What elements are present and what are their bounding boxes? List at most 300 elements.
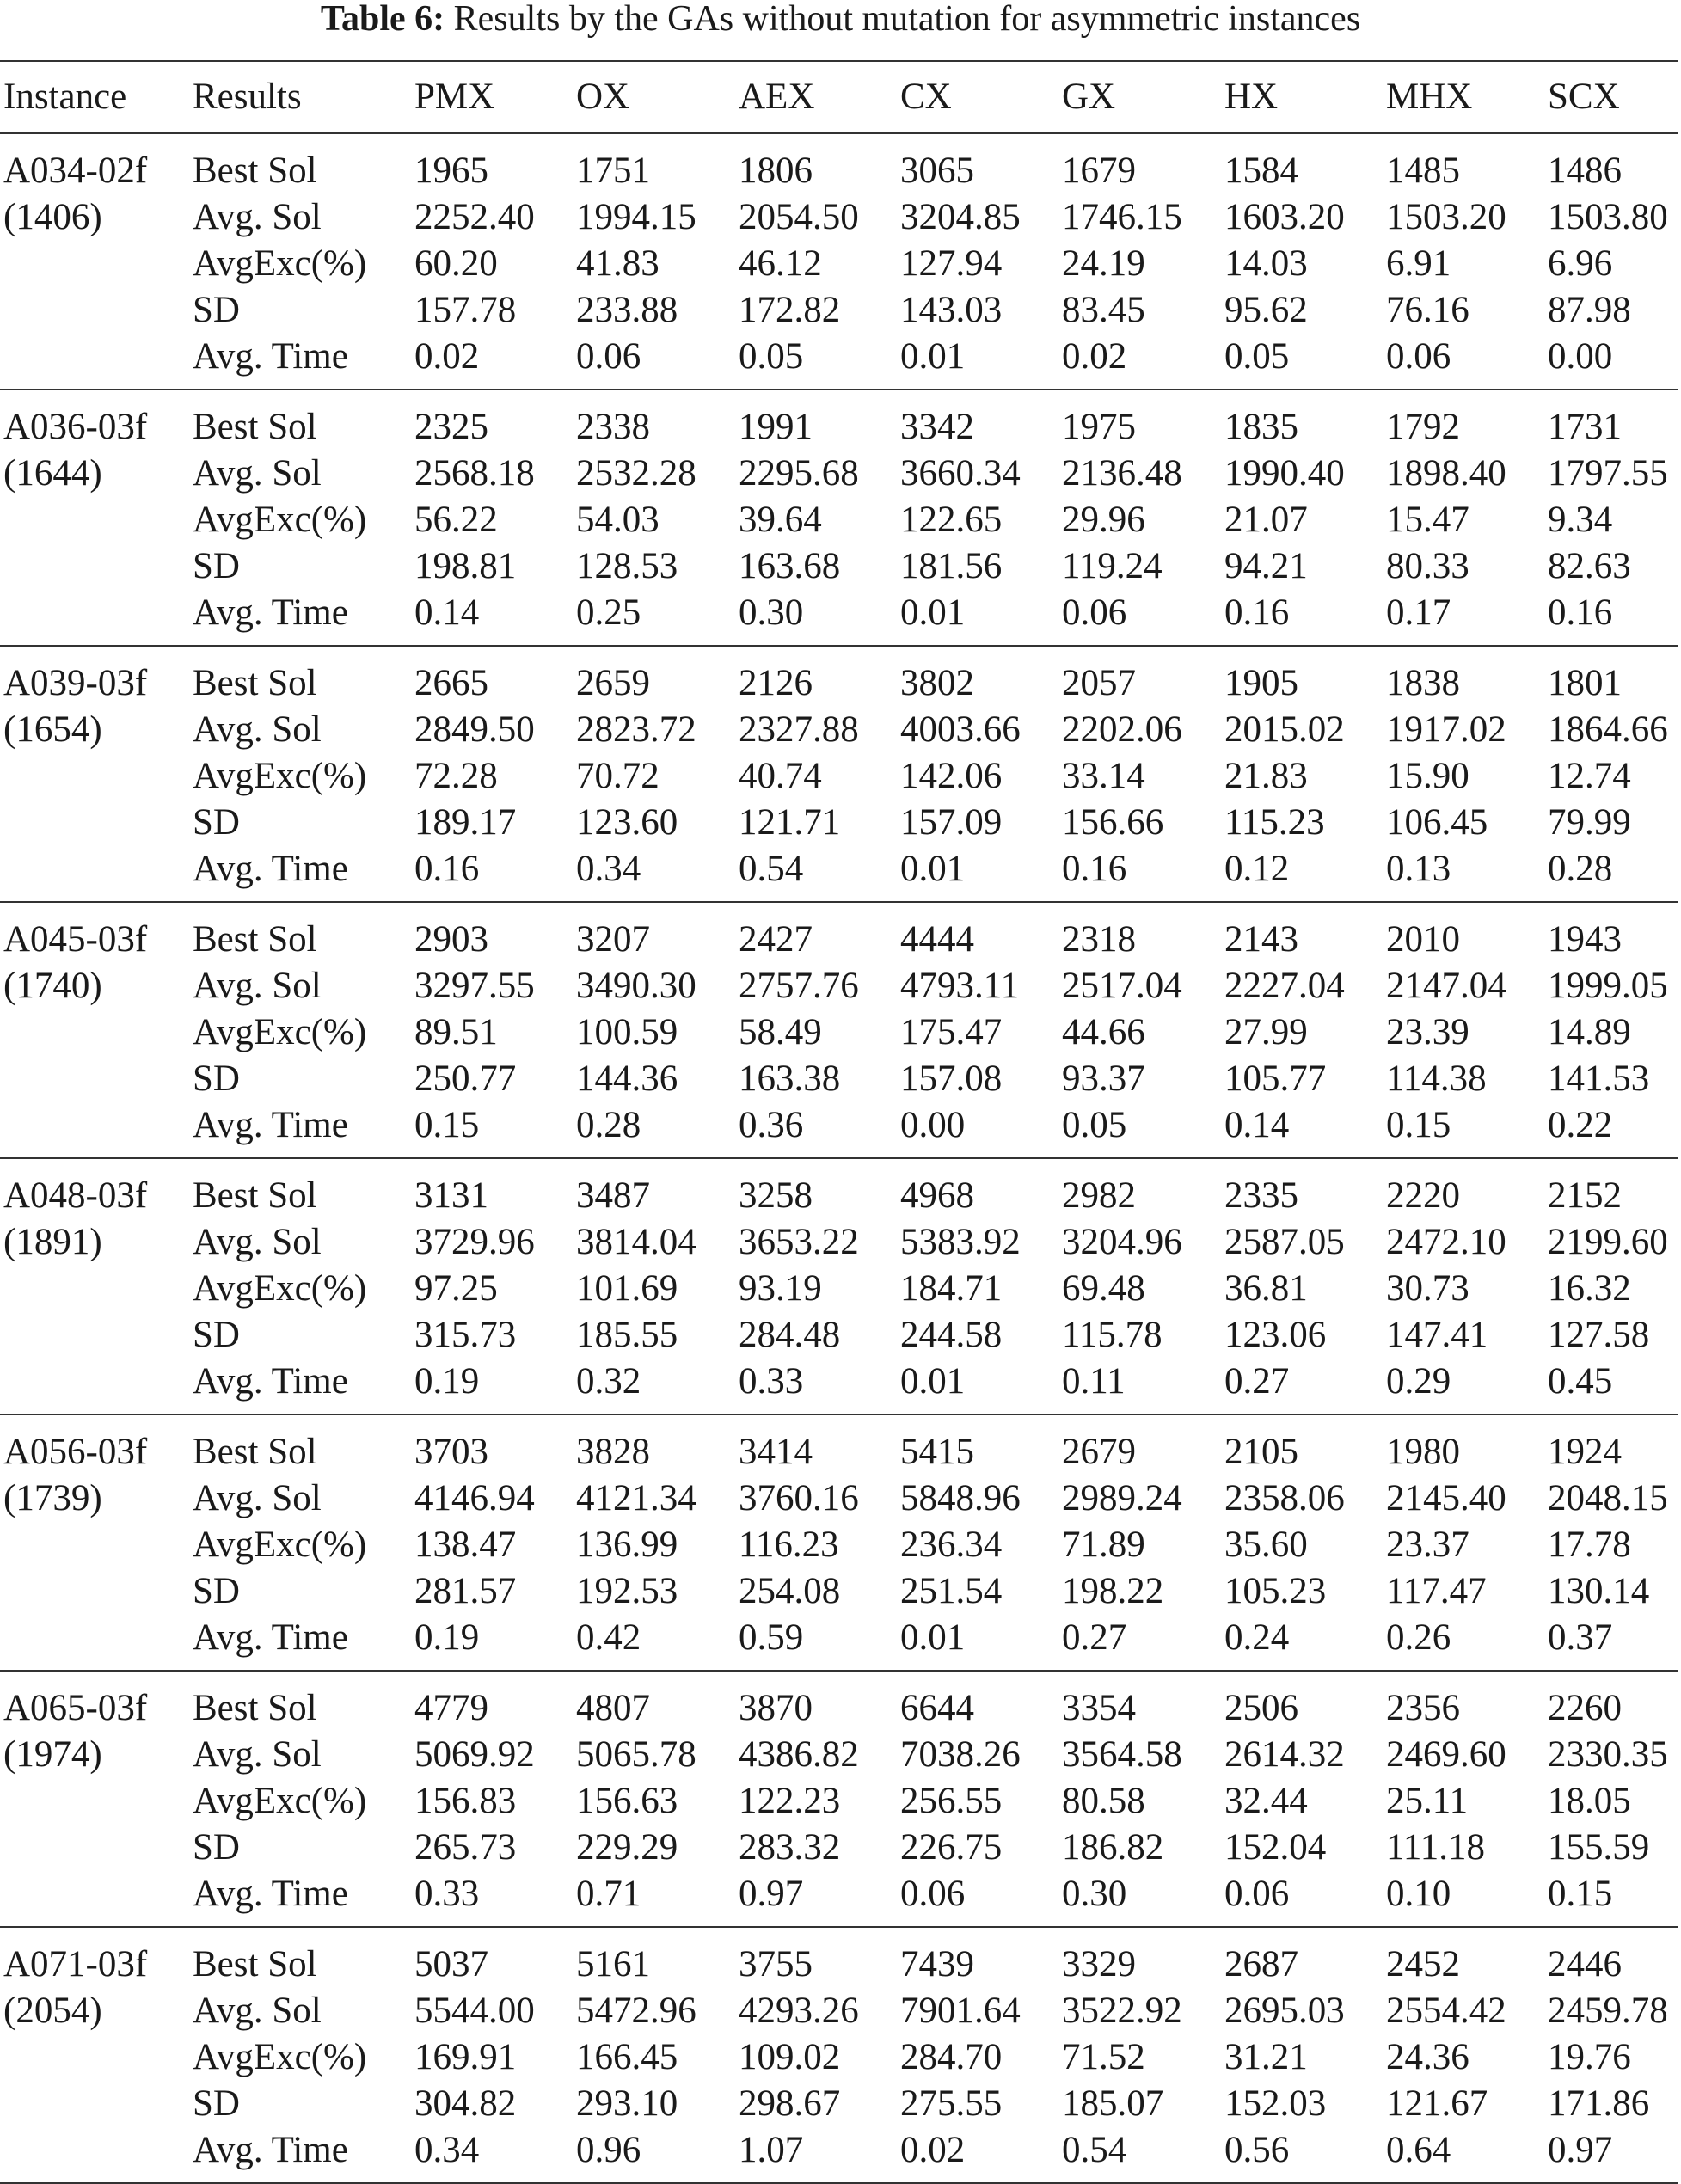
value-cell-ox: 136.99 [576,1525,678,1565]
value-cell-aex: 121.71 [739,802,841,843]
value-cell-mhx: 0.17 [1386,592,1451,633]
value-cell-hx: 36.81 [1224,1268,1308,1309]
value-cell-mhx: 0.06 [1386,336,1451,377]
value-cell-ox: 4121.34 [576,1478,696,1518]
empty-cell [0,800,189,846]
value-cell-scx: 1864.66 [1548,709,1668,750]
result-label: Avg. Sol [193,197,322,237]
instance-optimum: (2054) [3,1991,102,2031]
instance-optimum: (1891) [3,1222,102,1262]
value-cell-hx: 0.56 [1224,2130,1290,2170]
value-cell-mhx: 0.10 [1386,1874,1451,1914]
value-cell-mhx: 114.38 [1386,1058,1487,1099]
value-cell-pmx: 0.19 [414,1617,480,1658]
value-cell-cx: 3802 [900,663,974,703]
value-cell-cx: 3204.85 [900,197,1021,237]
value-cell-scx: 12.74 [1548,756,1631,796]
value-cell-mhx: 15.47 [1386,500,1469,540]
value-cell-mhx: 0.29 [1386,1361,1451,1402]
table-row [0,1475,1678,1522]
value-cell-gx: 3204.96 [1062,1222,1182,1262]
value-cell-aex: 3414 [739,1432,813,1472]
header-results: Results [193,77,302,117]
table-row [0,1056,1678,1102]
value-cell-gx: 0.27 [1062,1617,1127,1658]
value-cell-cx: 4003.66 [900,709,1021,750]
value-cell-ox: 123.60 [576,802,678,843]
value-cell-aex: 2126 [739,663,813,703]
value-cell-hx: 123.06 [1224,1315,1327,1355]
table-row [0,902,1678,963]
value-cell-cx: 0.01 [900,1361,966,1402]
table-row [0,590,1678,646]
header-hx: HX [1224,77,1279,117]
value-cell-hx: 0.27 [1224,1361,1290,1402]
value-cell-gx: 1679 [1062,150,1136,191]
value-cell-ox: 3487 [576,1175,650,1216]
value-cell-hx: 152.03 [1224,2083,1327,2124]
value-cell-ox: 229.29 [576,1827,678,1868]
value-cell-pmx: 3703 [414,1432,488,1472]
value-cell-gx: 71.52 [1062,2037,1145,2077]
empty-cell [0,287,189,334]
value-cell-hx: 32.44 [1224,1781,1308,1821]
value-cell-cx: 4444 [900,919,974,960]
table-row [0,846,1678,902]
value-cell-cx: 236.34 [900,1525,1003,1565]
value-cell-gx: 2318 [1062,919,1136,960]
result-label: Avg. Time [193,1361,348,1402]
value-cell-cx: 0.02 [900,2130,966,2170]
table-row [0,287,1678,334]
empty-cell [0,1825,189,1871]
value-cell-ox: 2823.72 [576,709,696,750]
value-cell-scx: 130.14 [1548,1571,1650,1611]
value-cell-pmx: 281.57 [414,1571,517,1611]
table-row [0,646,1678,707]
value-cell-ox: 100.59 [576,1012,678,1052]
empty-cell [0,1615,189,1671]
value-cell-ox: 0.34 [576,849,641,889]
value-cell-mhx: 76.16 [1386,290,1469,330]
value-cell-ox: 128.53 [576,546,678,586]
header-aex: AEX [739,77,815,117]
value-cell-hx: 0.14 [1224,1105,1290,1145]
value-cell-hx: 2687 [1224,1944,1298,1985]
value-cell-gx: 0.11 [1062,1361,1126,1402]
value-cell-aex: 298.67 [739,2083,841,2124]
value-cell-aex: 3760.16 [739,1478,859,1518]
instance-name: A039-03f [3,663,148,703]
value-cell-aex: 40.74 [739,756,822,796]
header-pmx: PMX [414,77,495,117]
value-cell-aex: 163.68 [739,546,841,586]
value-cell-mhx: 1980 [1386,1432,1460,1472]
value-cell-cx: 244.58 [900,1315,1003,1355]
value-cell-cx: 127.94 [900,243,1003,284]
empty-cell [0,1871,189,1927]
value-cell-ox: 101.69 [576,1268,678,1309]
value-cell-ox: 0.06 [576,336,641,377]
value-cell-mhx: 2145.40 [1386,1478,1506,1518]
result-label: Avg. Time [193,336,348,377]
value-cell-cx: 0.00 [900,1105,966,1145]
value-cell-pmx: 3131 [414,1175,488,1216]
empty-cell [0,1266,189,1312]
value-cell-aex: 3258 [739,1175,813,1216]
result-label: SD [193,1571,240,1611]
value-cell-gx: 115.78 [1062,1315,1163,1355]
value-cell-mhx: 1485 [1386,150,1460,191]
value-cell-mhx: 2469.60 [1386,1734,1506,1775]
value-cell-gx: 2679 [1062,1432,1136,1472]
instance-name: A045-03f [3,919,148,960]
header-instance: Instance [3,77,127,117]
value-cell-ox: 0.25 [576,592,641,633]
value-cell-gx: 0.54 [1062,2130,1127,2170]
value-cell-aex: 172.82 [739,290,841,330]
table-caption [0,0,1681,38]
empty-cell [0,1359,189,1414]
value-cell-scx: 6.96 [1548,243,1613,284]
value-cell-cx: 5383.92 [900,1222,1021,1262]
result-label: Avg. Sol [193,453,322,494]
table-row [0,497,1678,543]
value-cell-hx: 105.77 [1224,1058,1327,1099]
value-cell-pmx: 1965 [414,150,488,191]
value-cell-aex: 3755 [739,1944,813,1985]
value-cell-aex: 3653.22 [739,1222,859,1262]
value-cell-mhx: 2220 [1386,1175,1460,1216]
header-ox: OX [576,77,630,117]
result-label: AvgExc(%) [193,1268,367,1309]
result-label: SD [193,1058,240,1099]
value-cell-cx: 0.01 [900,592,966,633]
value-cell-gx: 3354 [1062,1688,1136,1728]
empty-cell [0,1312,189,1359]
results-table [0,60,1678,2184]
value-cell-pmx: 4146.94 [414,1478,535,1518]
value-cell-aex: 4386.82 [739,1734,859,1775]
value-cell-hx: 0.06 [1224,1874,1290,1914]
result-label: AvgExc(%) [193,756,367,796]
value-cell-gx: 0.30 [1062,1874,1127,1914]
value-cell-mhx: 147.41 [1386,1315,1488,1355]
value-cell-hx: 2587.05 [1224,1222,1345,1262]
header-gx: GX [1062,77,1116,117]
value-cell-hx: 21.07 [1224,500,1308,540]
value-cell-aex: 2757.76 [739,966,859,1006]
value-cell-aex: 4293.26 [739,1991,859,2031]
header-scx: SCX [1548,77,1620,117]
instance-group [0,902,1678,1158]
value-cell-mhx: 1917.02 [1386,709,1506,750]
value-cell-pmx: 89.51 [414,1012,498,1052]
empty-cell [0,497,189,543]
value-cell-aex: 163.38 [739,1058,841,1099]
value-cell-ox: 3207 [576,919,650,960]
value-cell-gx: 24.19 [1062,243,1145,284]
value-cell-hx: 0.24 [1224,1617,1290,1658]
value-cell-scx: 141.53 [1548,1058,1650,1099]
table-row [0,1732,1678,1778]
value-cell-scx: 82.63 [1548,546,1631,586]
value-cell-pmx: 2325 [414,407,488,447]
value-cell-pmx: 0.19 [414,1361,480,1402]
value-cell-hx: 105.23 [1224,1571,1327,1611]
value-cell-gx: 71.89 [1062,1525,1145,1565]
table-row [0,753,1678,800]
value-cell-pmx: 2568.18 [414,453,535,494]
instance-name: A036-03f [3,407,148,447]
value-cell-cx: 3660.34 [900,453,1021,494]
value-cell-pmx: 60.20 [414,243,498,284]
instance-optimum: (1654) [3,709,102,750]
table-row [0,2127,1678,2183]
value-cell-cx: 251.54 [900,1571,1003,1611]
empty-cell [0,2081,189,2127]
value-cell-ox: 144.36 [576,1058,678,1099]
value-cell-mhx: 1838 [1386,663,1460,703]
value-cell-hx: 1603.20 [1224,197,1345,237]
value-cell-scx: 19.76 [1548,2037,1631,2077]
instance-optimum: (1740) [3,966,102,1006]
value-cell-ox: 1751 [576,150,650,191]
value-cell-aex: 2427 [739,919,813,960]
result-label: Avg. Sol [193,1991,322,2031]
value-cell-scx: 2446 [1548,1944,1622,1985]
value-cell-gx: 2982 [1062,1175,1136,1216]
header-row [0,61,1678,133]
table-row [0,963,1678,1009]
value-cell-ox: 0.42 [576,1617,641,1658]
result-label: Best Sol [193,407,317,447]
value-cell-scx: 2459.78 [1548,1991,1668,2031]
value-cell-aex: 2295.68 [739,453,859,494]
value-cell-aex: 0.36 [739,1105,804,1145]
value-cell-hx: 35.60 [1224,1525,1308,1565]
value-cell-ox: 156.63 [576,1781,678,1821]
value-cell-aex: 0.33 [739,1361,804,1402]
value-cell-mhx: 0.64 [1386,2130,1451,2170]
value-cell-hx: 31.21 [1224,2037,1308,2077]
result-label: AvgExc(%) [193,1781,367,1821]
value-cell-pmx: 2665 [414,663,488,703]
value-cell-aex: 39.64 [739,500,822,540]
instance-name: A071-03f [3,1944,148,1985]
value-cell-aex: 0.30 [739,592,804,633]
value-cell-mhx: 15.90 [1386,756,1469,796]
value-cell-gx: 80.58 [1062,1781,1145,1821]
value-cell-ox: 185.55 [576,1315,678,1355]
value-cell-mhx: 2452 [1386,1944,1460,1985]
value-cell-pmx: 5544.00 [414,1991,535,2031]
value-cell-cx: 3342 [900,407,974,447]
header-mhx: MHX [1386,77,1473,117]
empty-cell [0,590,189,646]
value-cell-scx: 1999.05 [1548,966,1668,1006]
table-row [0,1312,1678,1359]
value-cell-hx: 94.21 [1224,546,1308,586]
empty-cell [0,241,189,287]
result-label: Avg. Sol [193,709,322,750]
value-cell-ox: 1994.15 [576,197,696,237]
value-cell-ox: 3490.30 [576,966,696,1006]
value-cell-cx: 142.06 [900,756,1003,796]
value-cell-hx: 0.16 [1224,592,1290,633]
table-row [0,1671,1678,1732]
value-cell-gx: 29.96 [1062,500,1145,540]
value-cell-scx: 0.37 [1548,1617,1613,1658]
value-cell-pmx: 0.15 [414,1105,480,1145]
table-row [0,1359,1678,1414]
value-cell-hx: 2335 [1224,1175,1298,1216]
table-row [0,390,1678,451]
value-cell-mhx: 1898.40 [1386,453,1506,494]
value-cell-ox: 293.10 [576,2083,678,2124]
value-cell-cx: 175.47 [900,1012,1003,1052]
value-cell-pmx: 265.73 [414,1827,517,1868]
table-row [0,1778,1678,1825]
value-cell-pmx: 97.25 [414,1268,498,1309]
value-cell-cx: 7439 [900,1944,974,1985]
value-cell-gx: 156.66 [1062,802,1164,843]
value-cell-gx: 198.22 [1062,1571,1164,1611]
value-cell-gx: 83.45 [1062,290,1145,330]
result-label: Best Sol [193,1688,317,1728]
value-cell-scx: 1924 [1548,1432,1622,1472]
empty-cell [0,1056,189,1102]
value-cell-pmx: 2849.50 [414,709,535,750]
value-cell-gx: 0.16 [1062,849,1127,889]
value-cell-mhx: 23.37 [1386,1525,1469,1565]
value-cell-cx: 284.70 [900,2037,1003,2077]
instance-group [0,1158,1678,1414]
empty-cell [0,1568,189,1615]
value-cell-cx: 157.09 [900,802,1003,843]
value-cell-gx: 2057 [1062,663,1136,703]
instance-optimum: (1739) [3,1478,102,1518]
result-label: Avg. Sol [193,1222,322,1262]
result-label: Avg. Time [193,1105,348,1145]
value-cell-cx: 0.06 [900,1874,966,1914]
value-cell-gx: 186.82 [1062,1827,1164,1868]
value-cell-mhx: 0.13 [1386,849,1451,889]
value-cell-scx: 1731 [1548,407,1622,447]
result-label: Avg. Time [193,1874,348,1914]
result-label: AvgExc(%) [193,2037,367,2077]
value-cell-scx: 18.05 [1548,1781,1631,1821]
value-cell-cx: 0.01 [900,1617,966,1658]
value-cell-pmx: 250.77 [414,1058,517,1099]
value-cell-scx: 79.99 [1548,802,1631,843]
value-cell-hx: 2358.06 [1224,1478,1345,1518]
table-row [0,334,1678,390]
result-label: SD [193,2083,240,2124]
value-cell-scx: 0.45 [1548,1361,1613,1402]
empty-cell [0,1102,189,1158]
table-row [0,1102,1678,1158]
value-cell-scx: 9.34 [1548,500,1613,540]
result-label: AvgExc(%) [193,243,367,284]
value-cell-hx: 95.62 [1224,290,1308,330]
value-cell-gx: 33.14 [1062,756,1145,796]
value-cell-gx: 2202.06 [1062,709,1182,750]
value-cell-cx: 7038.26 [900,1734,1021,1775]
result-label: SD [193,290,240,330]
table-row [0,194,1678,241]
value-cell-hx: 2143 [1224,919,1298,960]
value-cell-ox: 0.71 [576,1874,641,1914]
empty-cell [0,753,189,800]
value-cell-scx: 14.89 [1548,1012,1631,1052]
value-cell-ox: 233.88 [576,290,678,330]
value-cell-aex: 284.48 [739,1315,841,1355]
table-row [0,1414,1678,1475]
empty-cell [0,543,189,590]
value-cell-ox: 0.96 [576,2130,641,2170]
value-cell-gx: 2989.24 [1062,1478,1182,1518]
value-cell-gx: 93.37 [1062,1058,1145,1099]
instance-group [0,646,1678,902]
value-cell-pmx: 189.17 [414,802,517,843]
value-cell-scx: 0.97 [1548,2130,1613,2170]
value-cell-pmx: 0.02 [414,336,480,377]
instance-group [0,1671,1678,1927]
result-label: SD [193,546,240,586]
value-cell-scx: 1801 [1548,663,1622,703]
value-cell-ox: 166.45 [576,2037,678,2077]
value-cell-mhx: 1792 [1386,407,1460,447]
value-cell-cx: 143.03 [900,290,1003,330]
value-cell-hx: 1835 [1224,407,1298,447]
value-cell-scx: 2048.15 [1548,1478,1668,1518]
value-cell-gx: 119.24 [1062,546,1163,586]
value-cell-hx: 2506 [1224,1688,1298,1728]
value-cell-hx: 21.83 [1224,756,1308,796]
value-cell-ox: 3828 [576,1432,650,1472]
table-row [0,1158,1678,1219]
value-cell-ox: 5065.78 [576,1734,696,1775]
instance-optimum: (1644) [3,453,102,494]
value-cell-ox: 5472.96 [576,1991,696,2031]
value-cell-mhx: 2010 [1386,919,1460,960]
table-row [0,1219,1678,1266]
empty-cell [0,1009,189,1056]
result-label: Avg. Sol [193,1734,322,1775]
value-cell-mhx: 111.18 [1386,1827,1486,1868]
value-cell-mhx: 80.33 [1386,546,1469,586]
value-cell-scx: 2330.35 [1548,1734,1668,1775]
value-cell-hx: 2227.04 [1224,966,1345,1006]
value-cell-aex: 109.02 [739,2037,841,2077]
value-cell-pmx: 2903 [414,919,488,960]
instance-group [0,1414,1678,1671]
value-cell-scx: 0.22 [1548,1105,1613,1145]
value-cell-gx: 1746.15 [1062,197,1182,237]
value-cell-aex: 0.54 [739,849,804,889]
value-cell-aex: 1.07 [739,2130,804,2170]
value-cell-hx: 115.23 [1224,802,1325,843]
value-cell-cx: 0.01 [900,336,966,377]
result-label: AvgExc(%) [193,1012,367,1052]
value-cell-hx: 0.12 [1224,849,1290,889]
value-cell-hx: 2695.03 [1224,1991,1345,2031]
value-cell-pmx: 72.28 [414,756,498,796]
value-cell-scx: 155.59 [1548,1827,1650,1868]
table-row [0,1927,1678,1988]
value-cell-mhx: 25.11 [1386,1781,1469,1821]
